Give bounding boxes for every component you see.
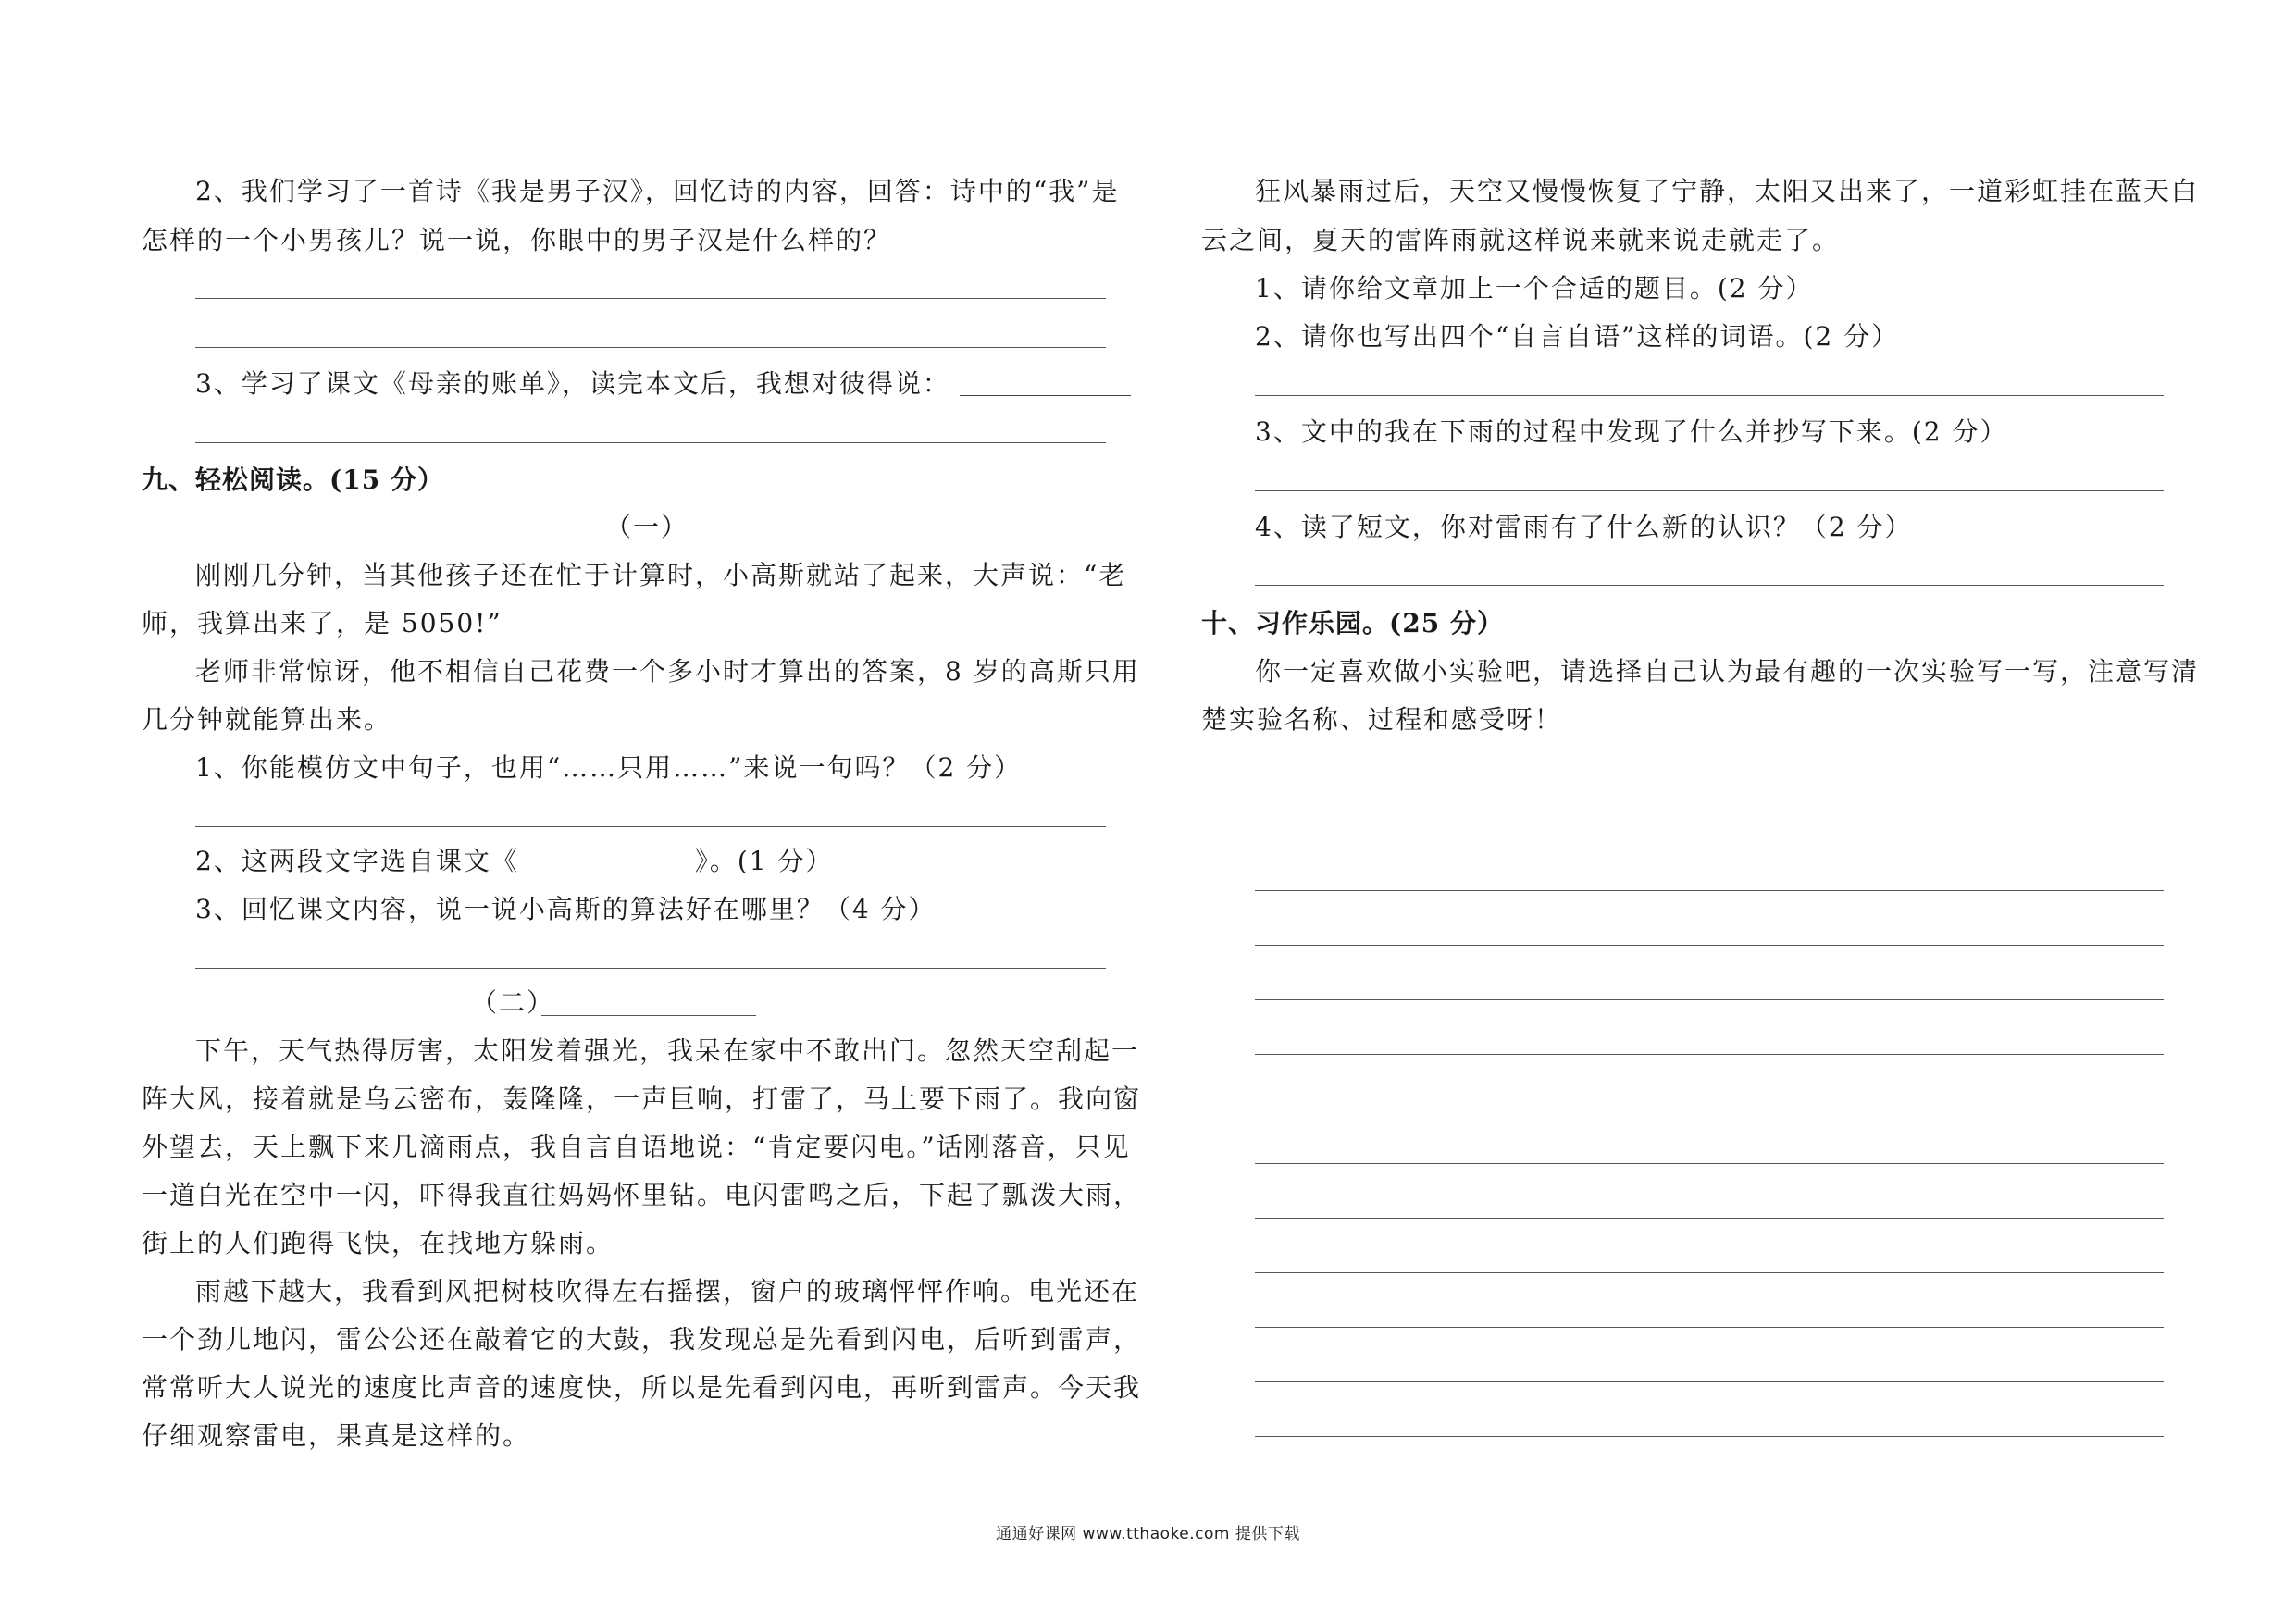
essay-writing-line (1255, 1381, 2164, 1382)
right-question-3: 3、文中的我在下雨的过程中发现了什么并抄写下来。(2 分） (1255, 416, 2008, 447)
essay-prompt-line2: 楚实验名称、过程和感受呀！ (1201, 704, 1563, 735)
answer-line (195, 968, 1106, 969)
question-9-3: 3、回忆课文内容，说一说小高斯的算法好在哪里？（4 分） (195, 894, 937, 924)
section-9-title: 九、轻松阅读。(15 分） (142, 465, 444, 495)
question-8-2-line2: 怎样的一个小男孩儿？说一说，你眼中的男子汉是什么样的？ (142, 225, 892, 255)
page-footer: 通通好课网 www.tthaoke.com 提供下载 (996, 1525, 1300, 1543)
story-1-line1: 下午，天气热得厉害，太阳发着强光，我呆在家中不敢出门。忽然天空刮起一 (195, 1035, 1140, 1066)
answer-line (195, 298, 1106, 299)
answer-line (1255, 395, 2164, 396)
story-1-line2: 阵大风，接着就是乌云密布，轰隆隆，一声巨响，打雷了，马上要下雨了。我向窗 (142, 1084, 1142, 1114)
story-2-line2: 一个劲儿地闪，雷公公还在敲着它的大鼓，我发现总是先看到闪电，后听到雷声， (142, 1324, 1142, 1355)
essay-writing-line (1255, 890, 2164, 891)
answer-line (195, 442, 1106, 443)
story-1-line5: 街上的人们跑得飞快，在找地方躲雨。 (142, 1228, 614, 1258)
essay-writing-line (1255, 1436, 2164, 1437)
inline-answer-blank (960, 371, 1131, 396)
section-10-title: 十、习作乐园。(25 分） (1201, 608, 1504, 638)
question-9-1: 1、你能模仿文中句子，也用“……只用……”来说一句吗？（2 分） (195, 752, 1023, 783)
title-answer-line (541, 1015, 756, 1016)
answer-line (1255, 585, 2164, 586)
answer-line (1255, 490, 2164, 491)
passage-2-line1: 老师非常惊讶，他不相信自己花费一个多小时才算出的答案，8 岁的高斯只用 (195, 656, 1140, 687)
story-2-line1: 雨越下越大，我看到风把树枝吹得左右摇摆，窗户的玻璃怦怦作响。电光还在 (195, 1276, 1140, 1307)
essay-writing-line (1255, 999, 2164, 1000)
story-1-line4: 一道白光在空中一闪，吓得我直往妈妈怀里钻。电闪雷鸣之后，下起了瓢泼大雨， (142, 1180, 1142, 1210)
answer-line (195, 826, 1106, 827)
essay-writing-line (1255, 1163, 2164, 1164)
passage-2-line2: 几分钟就能算出来。 (142, 704, 392, 735)
story-2-line4: 仔细观察雷电，果真是这样的。 (142, 1420, 531, 1451)
right-question-4: 4、读了短文，你对雷雨有了什么新的认识？（2 分） (1255, 512, 1913, 542)
essay-writing-line (1255, 1327, 2164, 1328)
essay-writing-line (1255, 1272, 2164, 1273)
answer-line (195, 347, 1106, 348)
essay-writing-line (1255, 945, 2164, 946)
passage-1-line2: 师，我算出来了，是 5050!” (142, 608, 503, 638)
right-question-2: 2、请你也写出四个“自言自语”这样的词语。(2 分） (1255, 321, 1900, 352)
story-3-line2: 云之间，夏天的雷阵雨就这样说来就来说走就走了。 (1201, 225, 1841, 255)
question-8-2-line1: 2、我们学习了一首诗《我是男子汉》，回忆诗的内容，回答：诗中的“我”是 (195, 176, 1120, 206)
essay-prompt-line1: 你一定喜欢做小实验吧，请选择自己认为最有趣的一次实验写一写，注意写清 (1255, 656, 2200, 687)
essay-writing-line (1255, 1054, 2164, 1055)
right-question-1: 1、请你给文章加上一个合适的题目。(2 分） (1255, 273, 1814, 304)
story-1-line3: 外望去，天上飘下来几滴雨点，我自言自语地说：“肯定要闪电。”话刚落音，只见 (142, 1132, 1131, 1162)
story-3-line1: 狂风暴雨过后，天空又慢慢恢复了宁静，太阳又出来了，一道彩虹挂在蓝天白 (1255, 176, 2200, 206)
passage-1-line1: 刚刚几分钟，当其他孩子还在忙于计算时，小高斯就站了起来，大声说：“老 (195, 560, 1127, 590)
essay-writing-line (1255, 1218, 2164, 1219)
part-1-title: （一） (604, 512, 689, 542)
question-9-2: 2、这两段文字选自课文《 》。(1 分） (195, 846, 834, 876)
story-2-line3: 常常听大人说光的速度比声音的速度快，所以是先看到闪电，再听到雷声。今天我 (142, 1372, 1142, 1403)
part-2-title: （二） (471, 987, 555, 1018)
question-8-3: 3、学习了课文《母亲的账单》，读完本文后，我想对彼得说： (195, 368, 1131, 400)
